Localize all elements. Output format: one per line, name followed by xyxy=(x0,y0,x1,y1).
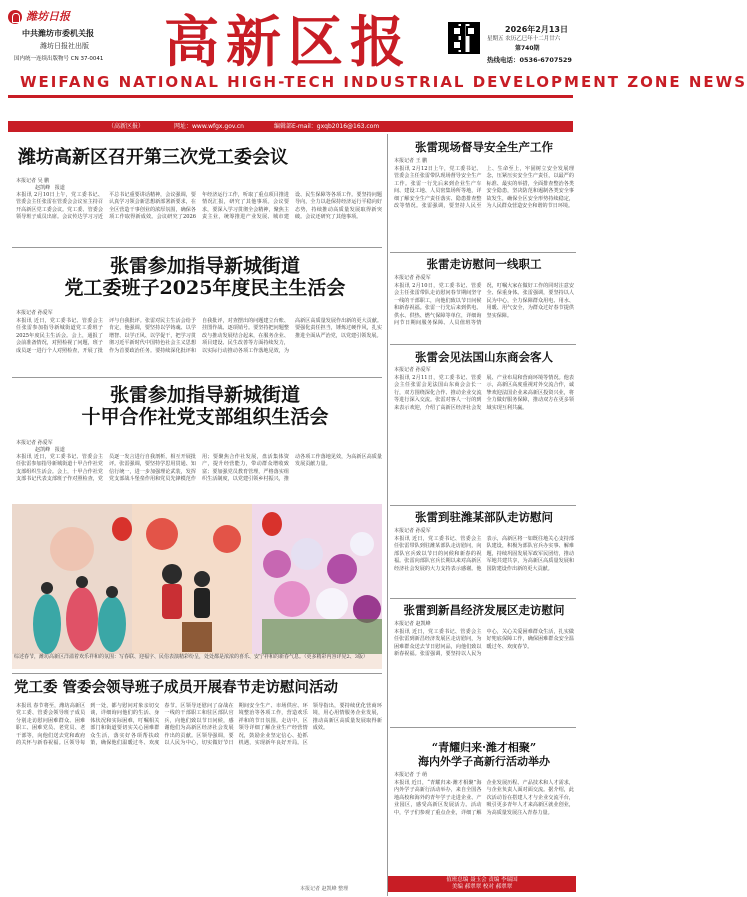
right-article1-byline: 本报记者 王 鹏 xyxy=(394,158,428,164)
right-article6-byline: 本报记者 于 萌 xyxy=(394,772,428,778)
hotline: 热线电话：0536-6707529 xyxy=(487,56,572,64)
section-label: （高新区报） xyxy=(108,123,145,130)
website-url: 网址：www.wfgx.gov.cn xyxy=(174,123,244,130)
divider xyxy=(390,252,576,253)
divider xyxy=(12,673,382,674)
photo-collage-art xyxy=(12,504,382,669)
article2-body: 本报讯 近日，党工委书记、管委会主任张雷参加指导新城街道党工委班子2025年度民主生活会。会上，通报了会前准备情况，对照检视了问题，班子成员逐一进行个人对照检查，开展了批评与自我批评。张雷对民主生活会给予肯定，他强调，要坚持以学铸魂、以学增智、以学正风、以学促干，把学习贯彻习近平新时代中国特色社会主义思想作为首要政治任务。要持续深化批评和自我批评，对查摆出的问题建立台账、挂图作战、逐项销号。要坚持把问题整改与推动发展结合起来，在服务企业、项目建设、民生改善等方面持续发力，以实际行动推动各项工作落地见效，为高新区高质量发展作出新的更大贡献。要强化责任担当，锤炼过硬作风，扎实推进全面从严治党，以党建引领发展。 xyxy=(16,318,382,354)
article4-body: 本报讯 春节将至，潍坊高新区党工委、管委会领导班子成员分别走访慰问困难群众、困难职工、困难党员、老党员、老干部等，向他们送去党和政府的关怀与新春祝福。区领导每到一处，都与慰问对象亲切交谈，详细询问他们的生活、身体状况和实际困难，叮嘱相关部门和街道要切实关心困难群众生活，落实好各项帮扶政策，确保他们温暖过冬、欢度春节。区领导还慰问了奋战在一线的干部职工和驻区部队官兵，向他们致以节日问候，感谢他们为高新区经济社会发展作出的贡献。区领导强调，要以人民为中心，切实做好节日期间安全生产、市场供应、环境整治等各项工作，营造欢乐祥和的节日氛围。走访中，区领导详细了解企业生产经营情况，鼓励企业坚定信心、抢抓机遇，实现新年良好开局。区领导指出，要持续优化营商环境，用心用情服务企业发展，推动高新区高质量发展取得新成效。 xyxy=(16,703,382,747)
divider xyxy=(12,247,382,248)
article1-headline: 潍坊高新区召开第三次党工委会议 xyxy=(18,147,288,168)
divider xyxy=(12,377,382,378)
right-article6-body: 本报讯 近日，“青耀归来·潍才相聚”海内外学子高新行活动举办，来自全国各地高校和海外的青年学子走进企业、产业园区，感受高新区发展活力。活动中，学子们参观了重点企业，详细了解企业发展历程、产品技术和人才需求，与企业负责人面对面交流。据介绍，此次活动旨在搭建人才与企业交流平台，吸引更多青年人才来高新区就业创业，为高质量发展注入青春力量。 xyxy=(394,780,574,816)
weekday-lunar: 星期五 农历乙巳年十二月廿六 xyxy=(487,36,561,42)
english-title: WEIFANG NATIONAL HIGH-TECH INDUSTRIAL DEVELOPMENT ZONE NEWS xyxy=(20,73,747,91)
editor-footer xyxy=(388,876,576,892)
right-article2-byline: 本报记者 孙爱军 xyxy=(394,275,431,281)
right-article3-headline: 张雷会见法国山东商会客人 xyxy=(415,350,553,364)
right-article1-body: 本报讯 2月12日上午，党工委书记、管委会主任张雷带队现场督导安全生产工作。张雷一行先后来到企业生产车间、建设工地、人员密集场所等地，详细了解安全生产责任落实、隐患排查整改等情况。张雷强调，要坚持人民至上、生命至上，牢固树立安全发展理念，压紧压实安全生产责任，以最严的标准、最实的举措，全面排查整治各类安全隐患，坚决防范和遏制各类安全事故发生，确保全区安全形势持续稳定，为人民群众营造安全和谐的节日环境。 xyxy=(394,166,574,210)
issue-number: 第740期 xyxy=(515,45,540,52)
email-address: 编辑部E-mail：gxqb2016@163.com xyxy=(273,123,380,130)
divider xyxy=(390,598,576,599)
masthead xyxy=(0,0,747,122)
sponsor-label: 中共潍坊市委机关报 xyxy=(22,29,94,38)
cn-number: 国内统一连续出版物号 CN 37-0041 xyxy=(14,56,104,62)
right-article3-byline: 本报记者 孙爱军 xyxy=(394,367,431,373)
divider xyxy=(390,727,576,728)
right-article4-byline: 本报记者 孙爱军 xyxy=(394,528,431,534)
right-article5-headline: 张雷到新昌经济发展区走访慰问 xyxy=(403,603,565,617)
right-article6-headline: “青耀归来·潍才相聚” 海内外学子高新行活动举办 xyxy=(418,741,550,768)
right-article4-headline: 张雷到驻潍某部队走访慰问 xyxy=(415,510,553,524)
right-article1-headline: 张雷现场督导安全生产工作 xyxy=(415,140,553,154)
right-article5-byline: 本报记者 赵凯峰 xyxy=(394,621,431,627)
right-article4-body: 本报讯 近日，党工委书记、管委会主任张雷带队到驻潍某部队走访慰问，向部队官兵致以节日的问候和新春的祝福。张雷向部队官兵长期以来对高新区经济社会发展的大力支持表示感谢。他表示，高新区将一如既往地关心支持部队建设，积极为部队官兵办实事、解难题，持续巩固发展军政军民团结，推动军地共建共享，为高新区高质量发展和国防建设作出新的更大贡献。 xyxy=(394,536,574,572)
right-article2-body: 本报讯 2月10日，党工委书记、管委会主任张雷带队走访慰问春节期间坚守一线的干部职工，向他们致以节日问候和新春祝福。张雷一行先后来到供电、供水、供热、燃气保障等单位，详细询问节日期间服务保障、人员值班等情况，叮嘱大家在做好工作的同时注意安全、保重身体。张雷强调，要坚持以人民为中心，全力保障群众用电、用水、用暖、用气安全，为群众过好春节提供坚实保障。 xyxy=(394,283,574,327)
article2-byline: 本报记者 孙爱军 xyxy=(16,310,53,316)
divider xyxy=(390,344,576,345)
weifang-daily-logo-icon xyxy=(8,10,22,24)
divider xyxy=(390,505,576,506)
issue-date: 2026年2月13日 xyxy=(505,25,568,34)
footer-line1: 值班总编 聂玉会 责编 李瑞国 xyxy=(446,877,518,883)
footer-line2: 美编 郝翠翠 校对 郝翠翠 xyxy=(451,884,513,890)
article1-byline: 本报记者 吴 鹏 赵凯峰 报道 xyxy=(16,178,65,191)
right-article5-body: 本报讯 近日，党工委书记、管委会主任张雷到新昌经济发展区走访慰问，为困难群众送去节日慰问品，向他们致以新春祝福。张雷强调，要坚持以人民为中心，关心关爱困难群众生活，扎实做好兜底保障工作，确保困难群众安全温暖过冬、欢度春节。 xyxy=(394,629,574,658)
logo-text: 潍坊日报 xyxy=(26,10,70,24)
article3-headline: 张雷参加指导新城街道 十甲合作社党支部组织生活会 xyxy=(81,384,329,428)
photo-caption: 综述春节，潍坊高新区洋溢着欢乐祥和的氛围：写春联、迎福字、民俗表演精彩纷呈，处处都是浓浓的喜乐、安宁祥和的新春气息。（更多精彩内容详见2、3版） xyxy=(14,654,368,660)
right-article3-body: 本报讯 2月11日，党工委书记、管委会主任张雷会见法国山东商会会长一行，双方围绕深化合作、推动企业交流等进行深入交流。张雷对客人一行的到来表示欢迎，介绍了高新区经济社会发展、产业布局和营商环境等情况。他表示，高新区高度重视对外交流合作，诚挚欢迎法国企业来高新区投资兴业，将全力做好服务保障，推动双方在更多领域实现互利共赢。 xyxy=(394,375,574,411)
article3-byline: 本报记者 孙爱军 赵凯峰 报道 xyxy=(16,440,65,453)
qr-code-icon xyxy=(448,22,480,54)
right-article2-headline: 张雷走访慰问一线职工 xyxy=(426,257,542,271)
article1-body: 本报讯 2月10日上午，党工委书记、管委会主任张雷在管委会会议室主持召开高新区党工委会议。党工委、管委会领导班子成员出席。会议传达学习习近平总书记重要讲话精神，会议强调，要认真学习领会新思想新部署新要求，在全区营造干事创业的浓厚氛围，确保各项工作取得新成效。会议研究了2026年经济运行工作，听取了重点项目推进情况汇报，研究了其他事项。会议要求，要深入学习贯彻全会精神，聚焦主责主业，统筹推进产业发展、城市建设、民生保障等各项工作。要坚持问题导向，全力以赴保持经济运行平稳向好态势，持续推动高质量发展取得新突破。会议还研究了其他事项。 xyxy=(16,192,382,221)
column-divider xyxy=(387,134,388,896)
publisher-label: 潍坊日报社出版 xyxy=(40,42,89,50)
web-info-bar xyxy=(8,121,573,132)
newspaper-title: 高新区报 xyxy=(163,9,412,74)
photo-collage xyxy=(12,504,382,669)
article4-headline: 党工委 管委会领导班子成员开展春节走访慰问活动 xyxy=(14,679,339,696)
newspaper-logo xyxy=(8,10,70,24)
article4-credit: 本报记者 赵凯峰 整理 xyxy=(300,886,349,892)
article3-body: 本报讯 近日，党工委书记、管委会主任张雷参加指导新城街道十甲合作社党支部组织生活会。会上，十甲合作社党支部书记代表支部班子作对照检查，党员逐一发言进行自我剖析，相互开展批评。张雷强调，要坚持学思用贯通、知信行统一，进一步加强理论武装，发挥党支部战斗堡垒作用和党员先锋模范作用；要聚焦合作社发展，盘活集体资产，提升经营能力，带动群众增收致富；要加强党员教育管理，严格落实组织生活制度，以党建引领乡村振兴，推动各项工作落地见效，为高新区高质量发展贡献力量。 xyxy=(16,454,382,483)
masthead-divider xyxy=(8,95,573,98)
article2-headline: 张雷参加指导新城街道 党工委班子2025年度民主生活会 xyxy=(64,255,346,299)
